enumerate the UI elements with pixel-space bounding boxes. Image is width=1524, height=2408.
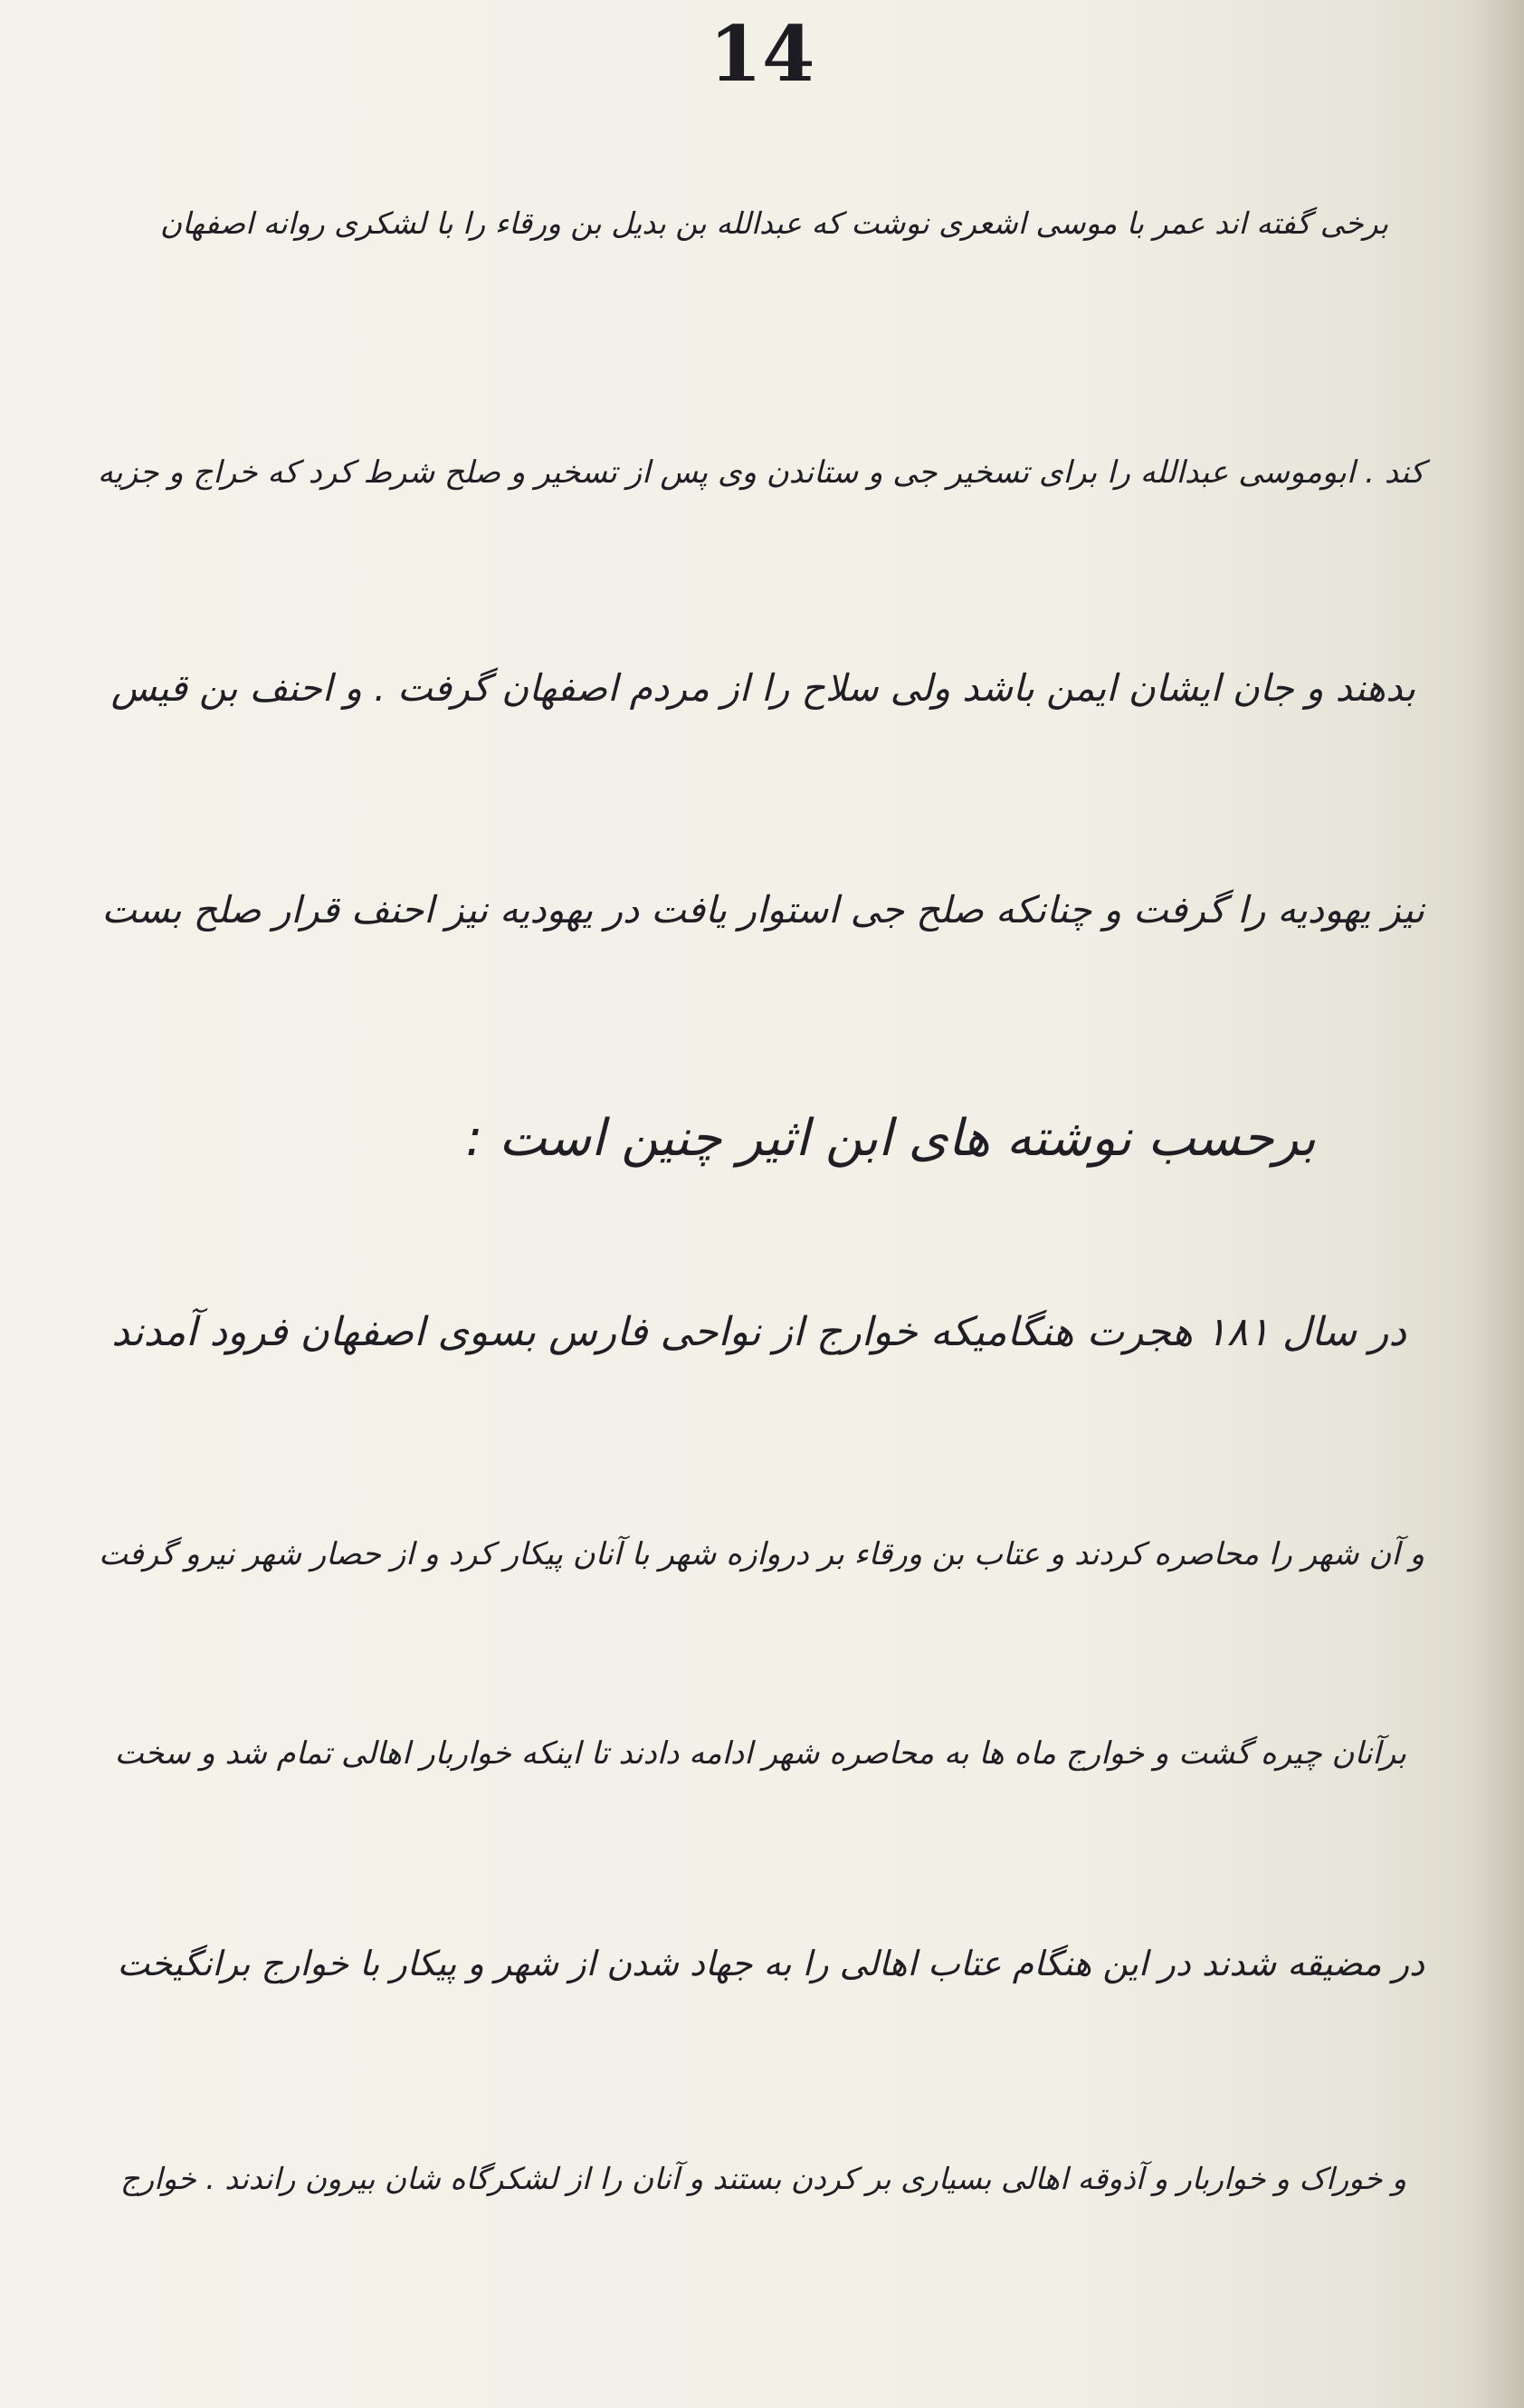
manuscript-line: نیز یهودیه را گرفت و چنانکه صلح جی استوار یافت در یهودیه نیز احنف قرار صلح بست: [101, 888, 1424, 932]
manuscript-line: در مضیقه شدند در این هنگام عتاب اهالی را به جهاد شدن از شهر و پیکار با خوارج برانگیخت: [117, 1944, 1424, 1983]
page-number: 14: [709, 9, 815, 99]
manuscript-line: و خوراک و خواربار و آذوقه اهالی بسیاری بر کردن بستند و آنان را از لشکرگاه شان بیرون راندند . خوارج: [119, 2161, 1406, 2196]
manuscript-line: و آن شهر را محاصره کردند و عتاب بن ورقاء بر دروازه شهر با آنان پیکار کرد و از حصار شهر نیرو گرفت: [98, 1536, 1424, 1572]
manuscript-line: برخی گفته اند عمر با موسی اشعری نوشت که عبدالله بن بدیل بن ورقاء را با لشکری روانه اصفهان: [159, 205, 1388, 241]
manuscript-line: در سال ۱۸۱ هجرت هنگامیکه خوارج از نواحی فارس بسوی اصفهان فرود آمدند: [111, 1309, 1406, 1355]
manuscript-line: برحسب نوشته های ابن اثیر چنین است :: [465, 1109, 1316, 1168]
manuscript-line: کند . ابوموسی عبدالله را برای تسخیر جی و ستاندن وی پس از تسخیر و صلح شرط کرد که خراج و جزیه: [97, 454, 1424, 491]
manuscript-line: برآنان چیره گشت و خوارج ماه ها به محاصره شهر ادامه دادند تا اینکه خواربار اهالی تمام شد و سخت: [114, 1735, 1406, 1772]
manuscript-line: بدهند و جان ایشان ایمن باشد ولی سلاح را از مردم اصفهان گرفت . و احنف بن قیس: [110, 666, 1415, 710]
